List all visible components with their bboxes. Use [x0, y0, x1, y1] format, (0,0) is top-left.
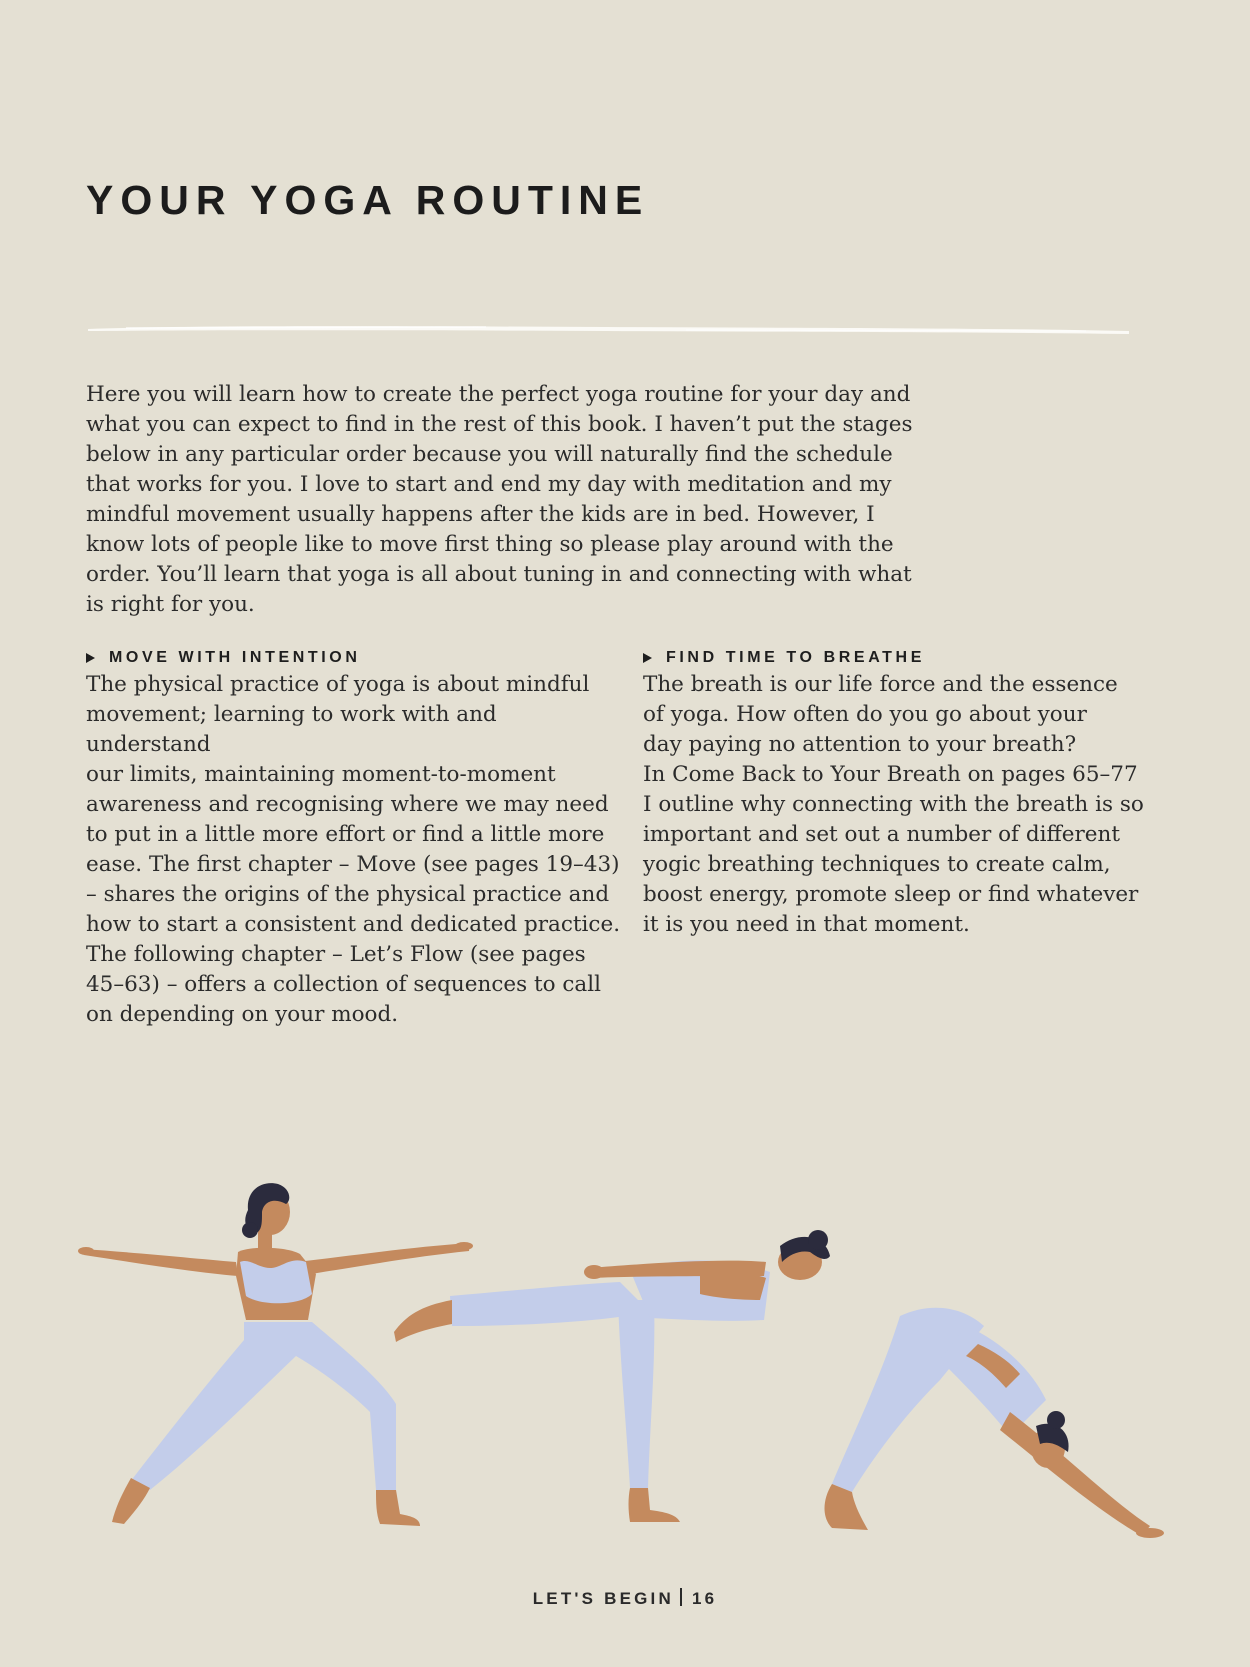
footer-section-label: LET'S BEGIN — [532, 1589, 674, 1608]
body-line: The following chapter – Let’s Flow (see pages — [86, 942, 586, 967]
body-line: – shares the origins of the physical practice and — [86, 882, 610, 907]
page-title: YOUR YOGA ROUTINE — [86, 177, 650, 223]
body-line: to put in a little more effort or find a little more — [86, 822, 605, 847]
body-line: The physical practice of yoga is about mindful — [86, 672, 590, 697]
yoga-poses-illustration — [0, 1150, 1250, 1550]
page-number: 16 — [691, 1589, 718, 1608]
section-find-time-to-breathe — [643, 646, 1153, 940]
page-footer — [0, 1588, 1250, 1609]
body-line: awareness and recognising where we may need — [86, 792, 609, 817]
downward-dog-figure — [825, 1308, 1165, 1538]
body-line: boost energy, promote sleep or find whatever — [643, 882, 1139, 907]
triangle-right-icon — [86, 653, 95, 663]
section-heading — [643, 646, 1153, 670]
body-line: day paying no attention to your breath? — [643, 732, 1077, 757]
body-line: important and set out a number of different — [643, 822, 1120, 847]
body-line: how to start a consistent and dedicated practice. — [86, 912, 621, 937]
body-line: on depending on your mood. — [86, 1002, 399, 1027]
body-line: ease. The first chapter – Move (see pages 19–43) — [86, 852, 620, 877]
balance-pose-figure — [394, 1230, 830, 1522]
body-line: In Come Back to Your Breath on pages 65–77 — [643, 762, 1138, 787]
body-line: The breath is our life force and the essence — [643, 672, 1118, 697]
body-line: 45–63) – offers a collection of sequences to call — [86, 972, 601, 997]
section-move-with-intention — [86, 646, 626, 1030]
triangle-right-icon — [643, 653, 652, 663]
body-line: movement; learning to work with and understand — [86, 702, 497, 757]
section-heading-label: FIND TIME TO BREATHE — [666, 649, 925, 666]
section-body — [86, 670, 626, 1030]
section-body — [643, 670, 1153, 940]
body-line: our limits, maintaining moment-to-moment — [86, 762, 556, 787]
body-line: of yoga. How often do you go about your — [643, 702, 1087, 727]
brush-stroke-divider — [86, 318, 1131, 340]
section-heading-label: MOVE WITH INTENTION — [109, 649, 361, 666]
footer-separator — [680, 1588, 682, 1606]
warrior-pose-figure — [78, 1183, 473, 1526]
body-line: I outline why connecting with the breath is so — [643, 792, 1144, 817]
section-heading — [86, 646, 626, 670]
body-line: it is you need in that moment. — [643, 912, 970, 937]
body-line: yogic breathing techniques to create calm, — [643, 852, 1111, 877]
intro-paragraph: Here you will learn how to create the perfect yoga routine for your day and what you can expect to find in the rest of this book. I haven’t put the stages below in any particular order because you will naturally find the schedule that works for you. I love to start and end my day with meditation and my mindful movement usually happens after the kids are in bed. However, I know lots of people like to move first thing so please play around with the order. You’ll learn that yoga is all about tuning in and connecting with what is right for you. — [86, 382, 913, 617]
